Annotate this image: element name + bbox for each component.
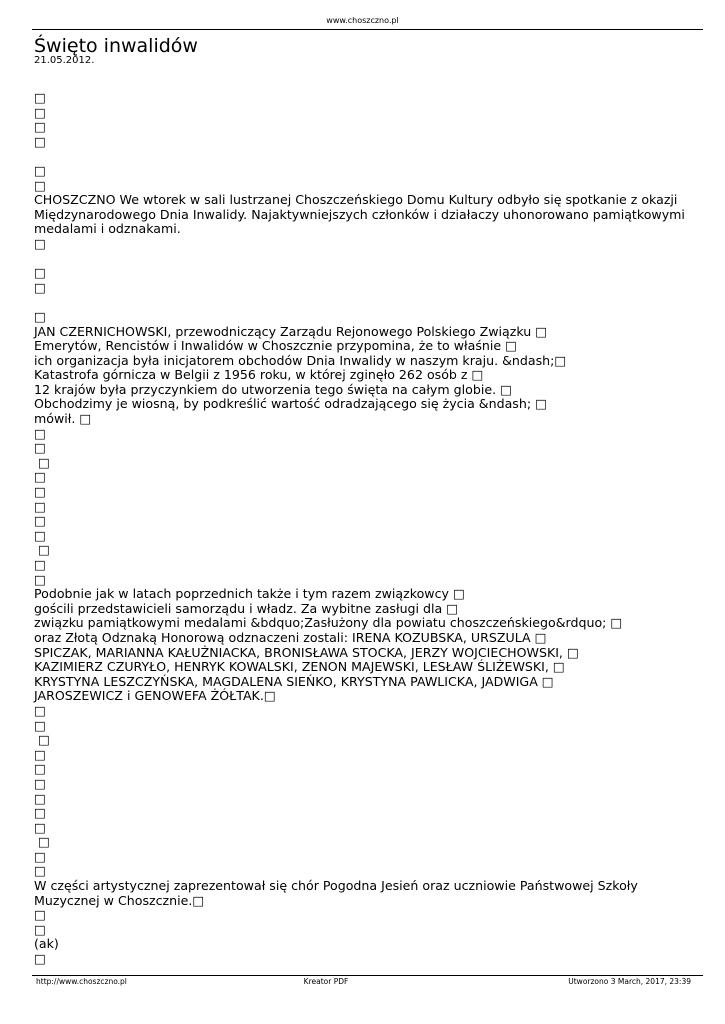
placeholder-glyph: □ xyxy=(34,907,46,923)
quote-line: Katastrofa górnicza w Belgii z 1956 roku, w której zginęło 262 osób z □ xyxy=(34,367,484,383)
footer-generator: Kreator PDF xyxy=(303,977,349,986)
article-title: Święto inwalidów xyxy=(34,35,198,57)
placeholder-glyph: □ xyxy=(34,805,46,821)
awards-line: JAROSZEWICZ i GENOWEFA ŻÓŁTAK.□ xyxy=(34,688,276,704)
awards-line: KRYSTYNA LESZCZYŃSKA, MAGDALENA SIEŃKO, KRYSTYNA PAWLICKA, JADWIGA □ xyxy=(34,673,554,689)
placeholder-glyph: □ xyxy=(34,863,46,879)
placeholder-glyph: □ xyxy=(34,819,46,835)
awards-line: SPICZAK, MARIANNA KAŁUŻNIACKA, BRONISŁAWA STOCKA, JERZY WOJCIECHOWSKI, □ xyxy=(34,644,579,660)
quote-line: mówił. □ xyxy=(34,411,92,427)
author-signature: (ak) xyxy=(34,936,59,952)
placeholder-glyph: □ xyxy=(34,119,46,135)
placeholder-glyph: □ xyxy=(34,557,46,572)
quote-line: Emerytów, Rencistów i Inwalidów w Choszcznie przypomina, że to właśnie □ xyxy=(34,338,518,354)
placeholder-glyph: □ xyxy=(34,790,46,806)
awards-line: KAZIMIERZ CZURYŁO, HENRYK KOWALSKI, ZENON MAJEWSKI, LESŁAW ŚLIŻEWSKI, □ xyxy=(34,659,565,675)
placeholder-glyph: □ xyxy=(34,484,46,500)
article-date: 21.05.2012. xyxy=(34,55,95,66)
placeholder-glyph: □ xyxy=(34,308,46,324)
placeholder-glyph: □ xyxy=(38,454,50,470)
placeholder-glyph: □ xyxy=(34,527,46,543)
placeholder-glyph: □ xyxy=(34,90,46,105)
awards-line: oraz Złotą Odznaką Honorową odznaczeni zostali: IRENA KOZUBSKA, URSZULA □ xyxy=(34,629,547,645)
placeholder-glyph: □ xyxy=(34,951,46,967)
placeholder-glyph: □ xyxy=(34,440,46,456)
placeholder-glyph: □ xyxy=(34,775,46,791)
lead-paragraph: CHOSZCZNO We wtorek w sali lustrzanej Choszczeńskiego Domu Kultury odbyło się spotkanie z okazji Międzynarodowego Dnia Inwalidy. Najaktywniejszych członków i działaczy uhonorowano pamiątkowymi medalami i odznakami. xyxy=(34,192,685,237)
quote-line: JAN CZERNICHOWSKI, przewodniczący Zarządu Rejonowego Polskiego Związku □ xyxy=(34,323,548,339)
awards-line: związku pamiątkowymi medalami &bdquo;Zasłużony dla powiatu choszczeńskiego&rdquo; □ xyxy=(34,615,623,631)
awards-line: gościli przedstawicieli samorządu i władz. Za wybitne zasługi dla □ xyxy=(34,600,459,616)
placeholder-glyph: □ xyxy=(34,746,46,762)
placeholder-glyph: □ xyxy=(34,761,46,777)
placeholder-glyph: □ xyxy=(34,133,46,149)
header-site-url: www.choszczno.pl xyxy=(326,16,399,25)
placeholder-glyph: □ xyxy=(34,265,46,281)
placeholder-glyph: □ xyxy=(34,571,46,587)
quote-line: 12 krajów była przyczynkiem do utworzenia tego święta na całym globie. □ xyxy=(34,381,512,397)
placeholder-glyph: □ xyxy=(34,469,46,485)
placeholder-glyph: □ xyxy=(34,513,46,529)
footer-created: Utworzono 3 March, 2017, 23:39 xyxy=(568,977,691,986)
placeholder-glyph: □ xyxy=(38,542,50,558)
blank-line xyxy=(34,252,704,267)
placeholder-glyph: □ xyxy=(38,732,50,748)
placeholder-glyph: □ xyxy=(34,848,46,864)
placeholder-glyph: □ xyxy=(34,177,46,193)
placeholder-glyph: □ xyxy=(34,235,46,251)
artistic-paragraph: W części artystycznej zaprezentował się chór Pogodna Jesień oraz uczniowie Państwowej Szkoły Muzycznej w Choszcznie.□ xyxy=(34,878,638,908)
article-body xyxy=(34,91,704,967)
placeholder-glyph: □ xyxy=(34,104,46,120)
blank-line xyxy=(34,149,704,164)
placeholder-glyph: □ xyxy=(34,921,46,937)
footer-divider xyxy=(32,975,703,976)
placeholder-glyph: □ xyxy=(34,717,46,733)
awards-line: Podobnie jak w latach poprzednich także i tym razem związkowcy □ xyxy=(34,586,465,602)
placeholder-glyph: □ xyxy=(34,498,46,514)
placeholder-glyph: □ xyxy=(34,279,46,295)
quote-line: ich organizacja była inicjatorem obchodów Dnia Inwalidy w naszym kraju. &ndash;□ xyxy=(34,352,567,368)
footer-url: http://www.choszczno.pl xyxy=(36,977,127,986)
placeholder-glyph: □ xyxy=(34,425,46,441)
quote-line: Obchodzimy je wiosną, by podkreślić wartość odradzającego się życia &ndash; □ xyxy=(34,396,547,412)
placeholder-glyph: □ xyxy=(34,162,46,178)
header-divider xyxy=(32,29,703,30)
blank-line xyxy=(34,295,704,310)
placeholder-glyph: □ xyxy=(34,702,46,718)
placeholder-glyph: □ xyxy=(38,834,50,850)
